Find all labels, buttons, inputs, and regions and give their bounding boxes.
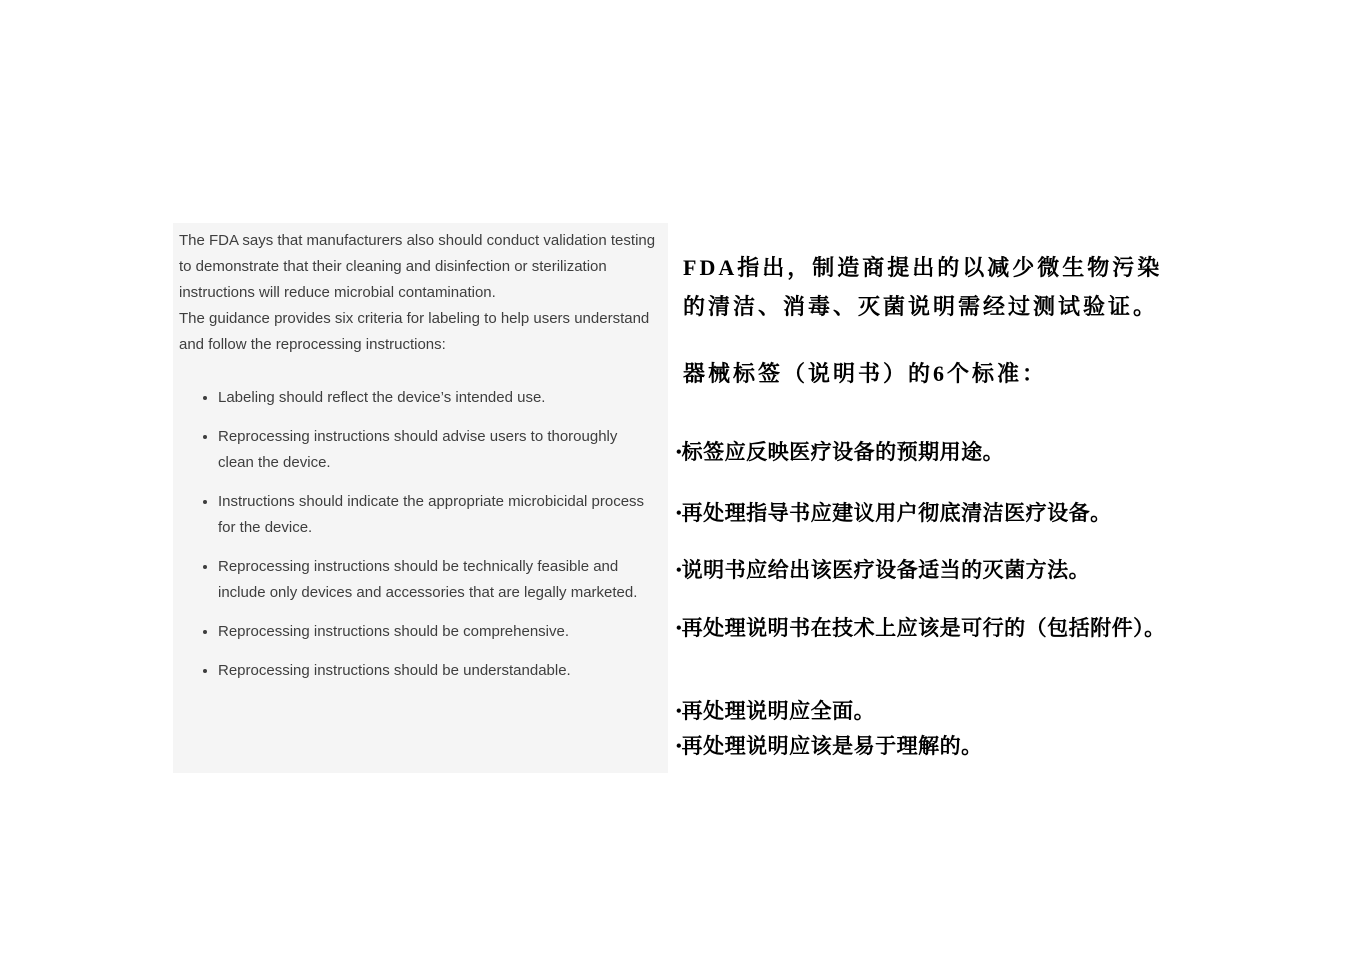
chinese-translation-column xyxy=(676,0,1276,954)
chinese-heading-criteria: 器械标签（说明书）的6个标准： xyxy=(683,361,1048,386)
chinese-paragraph-validation: FDA指出，制造商提出的以减少微生物污染的清洁、消毒、灭菌说明需经过测试验证。 xyxy=(683,255,1163,319)
english-criteria-list xyxy=(179,385,656,684)
english-text-panel xyxy=(173,223,668,773)
list-item xyxy=(676,696,875,727)
bullet-marker: • xyxy=(676,620,682,637)
chinese-bullet-text: 再处理说明应全面。 xyxy=(681,699,876,723)
bullet-marker: • xyxy=(676,738,682,755)
english-paragraph-criteria-intro: The guidance provides six criteria for labeling to help users understand and follow the reprocessing instructions: xyxy=(179,310,650,353)
list-item: • Instructions should indicate the appropriate microbicidal process for the device. xyxy=(218,489,656,541)
list-item: • Reprocessing instructions should be comprehensive. xyxy=(218,619,656,645)
list-item xyxy=(676,613,1166,644)
list-item: • Reprocessing instructions should advise users to thoroughly clean the device. xyxy=(218,424,656,476)
bullet-marker: • xyxy=(676,562,682,579)
list-item xyxy=(676,498,1112,529)
list-item: • Labeling should reflect the device’s intended use. xyxy=(218,385,656,411)
chinese-bullet-text: 再处理说明书在技术上应该是可行的（包括附件）。 xyxy=(681,616,1166,640)
list-item: • Reprocessing instructions should be understandable. xyxy=(218,658,656,684)
chinese-bullet-text: 标签应反映医疗设备的预期用途。 xyxy=(681,440,1005,464)
chinese-bullet-text: 再处理指导书应建议用户彻底清洁医疗设备。 xyxy=(681,501,1112,525)
chinese-bullet-text: 说明书应给出该医疗设备适当的灭菌方法。 xyxy=(681,558,1091,582)
bullet-marker: • xyxy=(676,444,682,461)
chinese-bullet-text: 再处理说明应该是易于理解的。 xyxy=(681,734,983,758)
english-paragraph-validation: The FDA says that manufacturers also should conduct validation testing to demonstrate that their cleaning and disinfection or sterilization instructions will reduce microbial contamination. xyxy=(179,232,656,301)
list-item: • Reprocessing instructions should be technically feasible and include only devices and accessories that are legally marketed. xyxy=(218,554,656,606)
bullet-marker: • xyxy=(676,703,682,720)
list-item xyxy=(676,437,1004,468)
list-item xyxy=(676,555,1090,586)
bullet-marker: • xyxy=(676,505,682,522)
list-item xyxy=(676,731,983,762)
